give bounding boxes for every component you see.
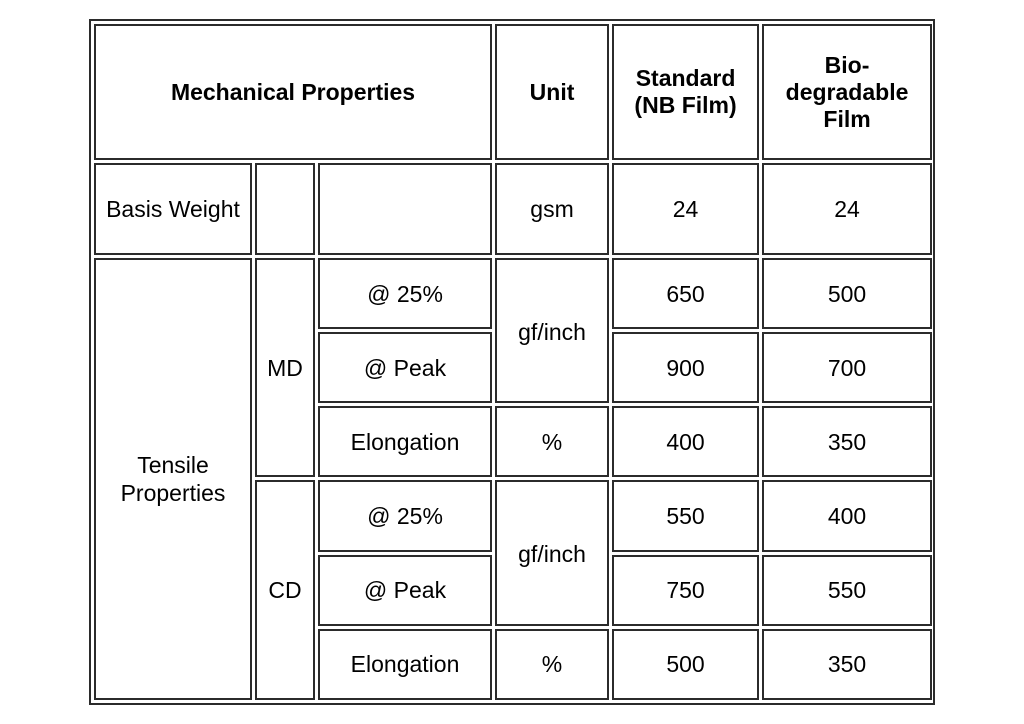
cd-25-bio-value: 400 xyxy=(762,480,932,551)
cd-25-standard-value: 550 xyxy=(612,480,759,551)
header-standard-line2: (NB Film) xyxy=(634,92,737,119)
header-standard-line1: Standard xyxy=(635,65,736,92)
basis-weight-property-empty xyxy=(318,163,492,255)
cd-peak-standard-value: 750 xyxy=(612,555,759,626)
header-row xyxy=(94,24,932,160)
properties-table-frame xyxy=(89,19,935,705)
cd-elongation-standard-value: 500 xyxy=(612,629,759,700)
md-25-property: @ 25% xyxy=(318,258,492,329)
basis-weight-bio-value: 24 xyxy=(762,163,932,255)
table-row-md-25 xyxy=(94,258,932,329)
cd-elongation-bio-value: 350 xyxy=(762,629,932,700)
tensile-label-line1: Tensile xyxy=(137,451,209,478)
mechanical-properties-table xyxy=(91,21,935,703)
header-bio-line2: degradable xyxy=(785,78,909,105)
basis-weight-unit: gsm xyxy=(495,163,609,255)
basis-weight-label: Basis Weight xyxy=(94,163,252,255)
header-bio-line1: Bio- xyxy=(824,51,870,78)
cd-25-property: @ 25% xyxy=(318,480,492,551)
table-row-basis-weight xyxy=(94,163,932,255)
cd-peak-bio-value: 550 xyxy=(762,555,932,626)
md-peak-standard-value: 900 xyxy=(612,332,759,403)
md-peak-bio-value: 700 xyxy=(762,332,932,403)
header-biodegradable-film xyxy=(762,24,932,160)
md-25-standard-value: 650 xyxy=(612,258,759,329)
cd-peak-property: @ Peak xyxy=(318,555,492,626)
cd-force-unit: gf/inch xyxy=(495,480,609,625)
md-elongation-property: Elongation xyxy=(318,406,492,477)
md-25-bio-value: 500 xyxy=(762,258,932,329)
md-elongation-standard-value: 400 xyxy=(612,406,759,477)
header-unit: Unit xyxy=(495,24,609,160)
md-elongation-unit: % xyxy=(495,406,609,477)
md-elongation-bio-value: 350 xyxy=(762,406,932,477)
header-mechanical-properties: Mechanical Properties xyxy=(94,24,492,160)
md-peak-property: @ Peak xyxy=(318,332,492,403)
cd-elongation-unit: % xyxy=(495,629,609,700)
header-standard-nb-film xyxy=(612,24,759,160)
basis-weight-standard-value: 24 xyxy=(612,163,759,255)
tensile-label-line2: Properties xyxy=(120,479,226,506)
cd-elongation-property: Elongation xyxy=(318,629,492,700)
cd-direction-label: CD xyxy=(255,480,315,700)
md-direction-label: MD xyxy=(255,258,315,478)
basis-weight-direction-empty xyxy=(255,163,315,255)
tensile-properties-label xyxy=(94,258,252,700)
md-force-unit: gf/inch xyxy=(495,258,609,403)
header-bio-line3: Film xyxy=(823,105,871,132)
